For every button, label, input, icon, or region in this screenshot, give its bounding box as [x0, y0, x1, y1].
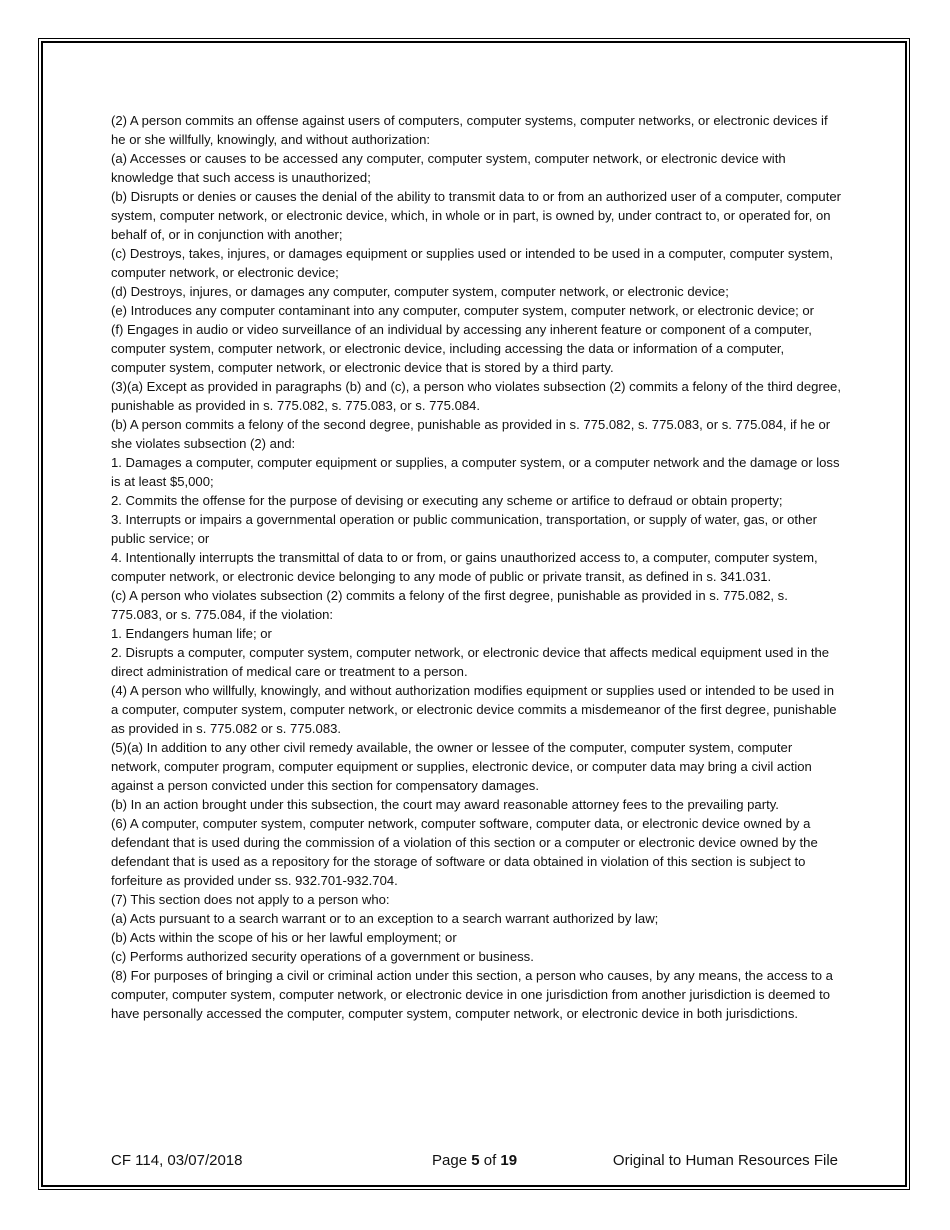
- paragraph: (6) A computer, computer system, computer network, computer software, computer data, or electronic device owned by a defendant that is used during the commission of a violation of this section or a computer or electronic device owned by the defendant that is used as a repository for the storage of software or data obtained in violation of this section is subject to forfeiture as provided under ss. 932.701-932.704.: [111, 816, 818, 888]
- paragraph: (b) A person commits a felony of the second degree, punishable as provided in s. 775.082, s. 775.083, or s. 775.084, if he or she violates subsection (2) and:: [111, 417, 831, 451]
- paragraph: 4. Intentionally interrupts the transmittal of data to or from, or gains unauthorized access to, a computer, computer system, computer network, or electronic device belonging to any mode of public or private transit, as defined in s. 341.031.: [111, 550, 818, 584]
- paragraph: 2. Commits the offense for the purpose of devising or executing any scheme or artifice to defraud or obtain property;: [111, 493, 783, 508]
- page-current: 5: [471, 1152, 480, 1169]
- paragraph: 1. Damages a computer, computer equipment or supplies, a computer system, or a computer network and the damage or loss is at least $5,000;: [111, 455, 840, 489]
- paragraph: (5)(a) In addition to any other civil remedy available, the owner or lessee of the computer, computer system, computer network, computer program, computer equipment or supplies, electronic device, or computer data may bring a civil action against a person convicted under this section for compensatory damages.: [111, 740, 812, 793]
- page-footer: [111, 1152, 841, 1174]
- paragraph: (b) In an action brought under this subsection, the court may award reasonable attorney fees to the prevailing party.: [111, 797, 779, 812]
- document-body: [111, 111, 841, 1023]
- paragraph: 2. Disrupts a computer, computer system, computer network, or electronic device that affects medical equipment used in the direct administration of medical care or treatment to a person.: [111, 645, 830, 679]
- paragraph: (b) Disrupts or denies or causes the denial of the ability to transmit data to or from an authorized user of a computer, computer system, computer network, or electronic device, which, in whole or in part, is owned by, under contract to, or operated for, on behalf of, or in conjunction with another;: [111, 189, 841, 242]
- paragraph: 1. Endangers human life; or: [111, 626, 272, 641]
- page-of: of: [483, 1152, 497, 1169]
- routing-note: Original to Human Resources File: [612, 1152, 838, 1169]
- form-id: CF 114, 03/07/2018: [111, 1152, 243, 1169]
- page-number: [432, 1152, 517, 1169]
- paragraph: (e) Introduces any computer contaminant into any computer, computer system, computer network, or electronic device; or: [111, 303, 815, 318]
- paragraph: (3)(a) Except as provided in paragraphs (b) and (c), a person who violates subsection (2) commits a felony of the third degree, punishable as provided in s. 775.082, s. 775.083, or s. 775.084.: [111, 379, 841, 413]
- paragraph: (8) For purposes of bringing a civil or criminal action under this section, a person who causes, by any means, the access to a computer, computer system, computer network, or electronic device in one jurisdiction from another jurisdiction is deemed to have personally accessed the computer, computer system, computer network, or electronic device in both jurisdictions.: [111, 968, 833, 1021]
- page-prefix: Page: [432, 1152, 468, 1169]
- page-total: 19: [500, 1152, 518, 1169]
- paragraph: (a) Acts pursuant to a search warrant or to an exception to a search warrant authorized by law;: [111, 911, 659, 926]
- paragraph: 3. Interrupts or impairs a governmental operation or public communication, transportation, or supply of water, gas, or other public service; or: [111, 512, 817, 546]
- paragraph: (d) Destroys, injures, or damages any computer, computer system, computer network, or electronic device;: [111, 284, 729, 299]
- paragraph: (c) Performs authorized security operations of a government or business.: [111, 949, 534, 964]
- paragraph: (b) Acts within the scope of his or her lawful employment; or: [111, 930, 457, 945]
- paragraph: (2) A person commits an offense against users of computers, computer systems, computer networks, or electronic devices if he or she willfully, knowingly, and without authorization:: [111, 113, 828, 147]
- paragraph: (a) Accesses or causes to be accessed any computer, computer system, computer network, or electronic device with knowledge that such access is unauthorized;: [111, 151, 786, 185]
- paragraph: (7) This section does not apply to a person who:: [111, 892, 390, 907]
- paragraph: (f) Engages in audio or video surveillance of an individual by accessing any inherent feature or component of a computer, computer system, computer network, or electronic device, including accessing the data or information of a computer, computer system, computer network, or electronic device that is stored by a third party.: [111, 322, 812, 375]
- paragraph: (c) Destroys, takes, injures, or damages equipment or supplies used or intended to be used in a computer, computer system, computer network, or electronic device;: [111, 246, 833, 280]
- paragraph: (c) A person who violates subsection (2) commits a felony of the first degree, punishable as provided in s. 775.082, s. 775.083, or s. 775.084, if the violation:: [111, 588, 788, 622]
- paragraph: (4) A person who willfully, knowingly, and without authorization modifies equipment or supplies used or intended to be used in a computer, computer system, computer network, or electronic device commits a misdemeanor of the first degree, punishable as provided in s. 775.082 or s. 775.083.: [111, 683, 837, 736]
